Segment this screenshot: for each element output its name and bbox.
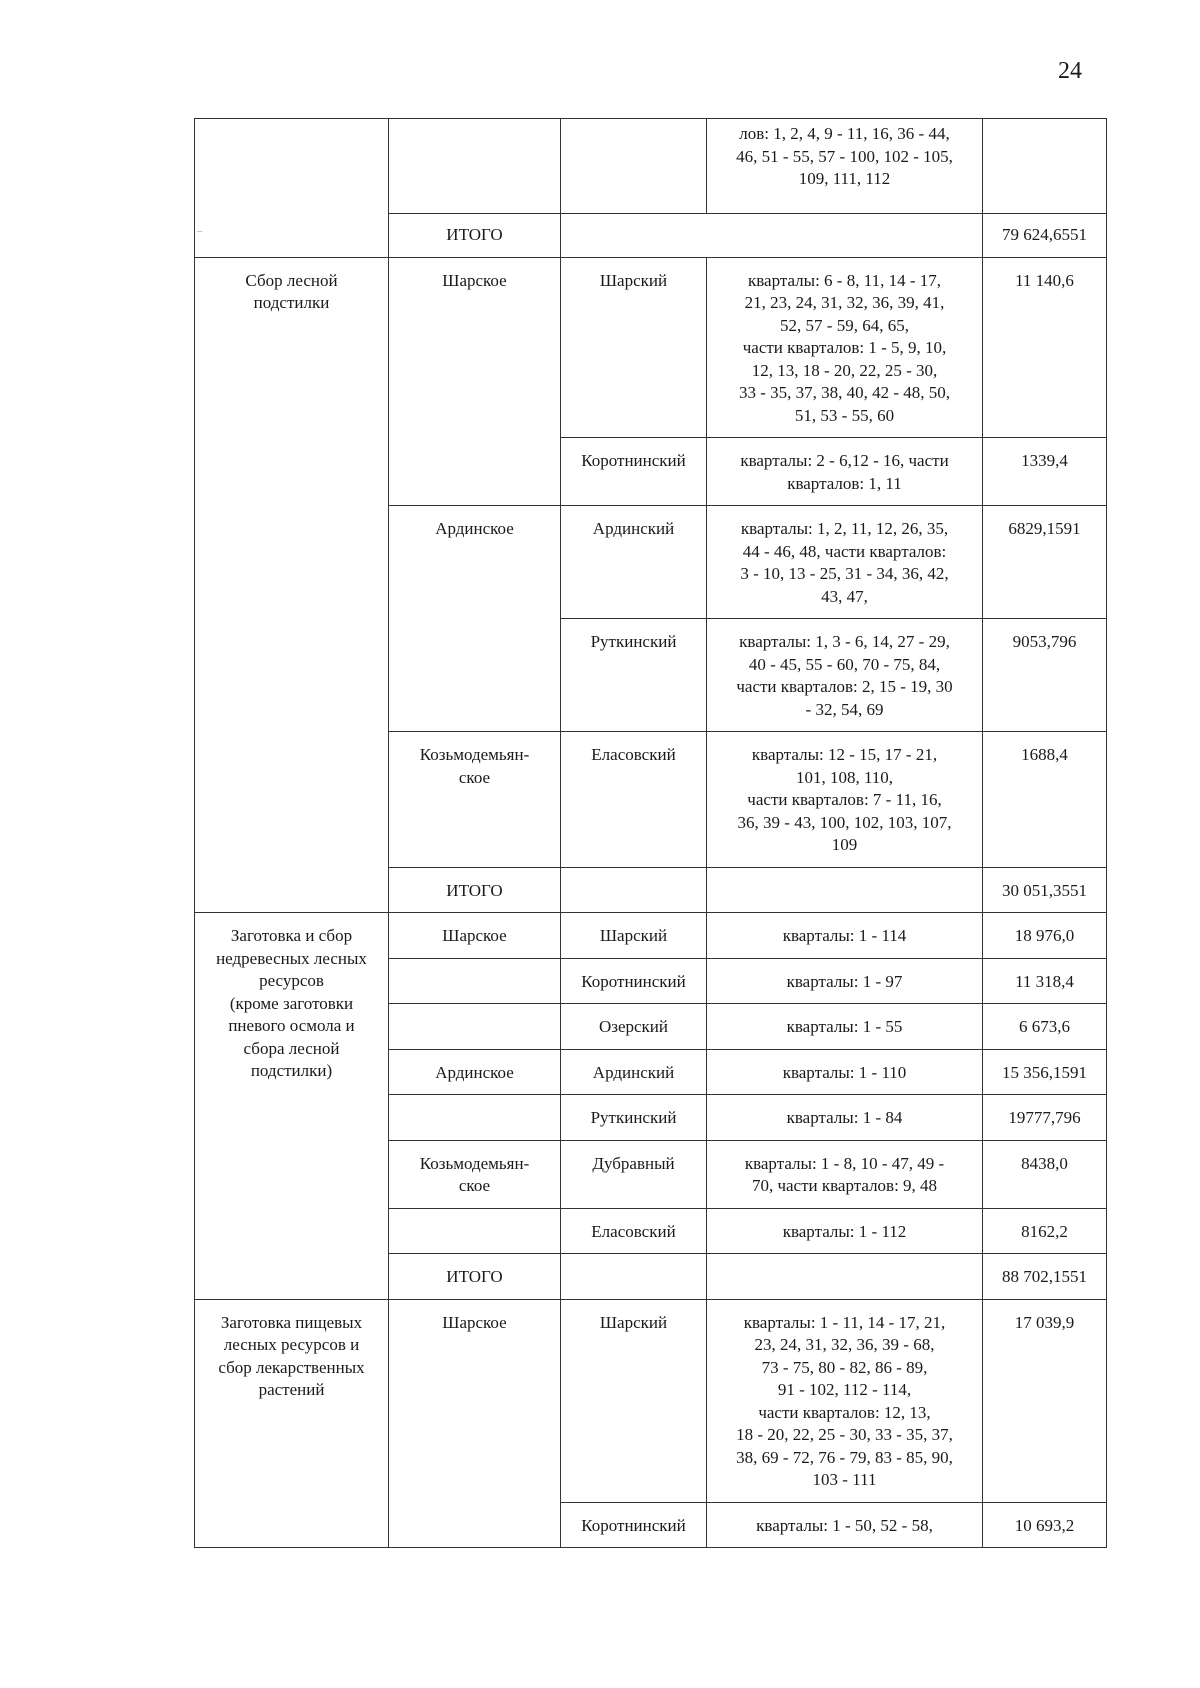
activity-cell: Заготовка пищевых лесных ресурсов и сбор лекарственных растений — [195, 1299, 389, 1548]
table-row — [195, 1299, 1107, 1502]
area-cell: 6829,1591 — [983, 506, 1107, 619]
quarters-cell: кварталы: 2 - 6,12 - 16, части кварталов: 1, 11 — [707, 438, 983, 506]
district-cell: Ардинский — [561, 1049, 707, 1095]
area-cell: 18 976,0 — [983, 913, 1107, 959]
area-cell: 1688,4 — [983, 732, 1107, 868]
cell-empty — [561, 1254, 707, 1300]
district-cell: Коротнинский — [561, 958, 707, 1004]
quarters-cell: кварталы: 1 - 110 — [707, 1049, 983, 1095]
quarters-cell: кварталы: 6 - 8, 11, 14 - 17, 21, 23, 24, 31, 32, 36, 39, 41, 52, 57 - 59, 64, 65, части кварталов: 1 - 5, 9, 10, 12, 13, 18 - 20, 22, 25 - 30, 33 - 35, 37, 38, 40, 42 - 48, 50, 51, 53 - 55, 60 — [707, 257, 983, 438]
quarters-cell: кварталы: 1 - 50, 52 - 58, — [707, 1502, 983, 1548]
area-cell: 8438,0 — [983, 1140, 1107, 1208]
area-cell: 10 693,2 — [983, 1502, 1107, 1548]
forest-use-table — [194, 118, 1107, 1548]
quarters-cell: кварталы: 1 - 97 — [707, 958, 983, 1004]
area-cell: 6 673,6 — [983, 1004, 1107, 1050]
cell-empty — [389, 958, 561, 1004]
forestry-cell: Шарское — [389, 913, 561, 959]
district-cell: Шарский — [561, 257, 707, 438]
forestry-cell: Ардинское — [389, 506, 561, 732]
cell-empty — [389, 1208, 561, 1254]
cell-empty — [707, 867, 983, 913]
quarters-cell: лов: 1, 2, 4, 9 - 11, 16, 36 - 44, 46, 51 - 55, 57 - 100, 102 - 105, 109, 111, 112 — [707, 119, 983, 214]
quarters-cell: кварталы: 1 - 112 — [707, 1208, 983, 1254]
cell-empty — [561, 867, 707, 913]
quarters-cell: кварталы: 12 - 15, 17 - 21, 101, 108, 110, части кварталов: 7 - 11, 16, 36, 39 - 43, 100, 102, 103, 107, 109 — [707, 732, 983, 868]
table-row — [195, 913, 1107, 959]
cell-empty — [389, 1004, 561, 1050]
scan-mark: _ — [197, 222, 202, 233]
area-cell: 8162,2 — [983, 1208, 1107, 1254]
area-cell: 11 140,6 — [983, 257, 1107, 438]
cell-empty — [389, 119, 561, 214]
district-cell: Шарский — [561, 913, 707, 959]
district-cell: Коротнинский — [561, 438, 707, 506]
district-cell: Руткинский — [561, 619, 707, 732]
total-label: ИТОГО — [389, 1254, 561, 1300]
area-cell: 17 039,9 — [983, 1299, 1107, 1502]
district-cell: Шарский — [561, 1299, 707, 1502]
forestry-cell: Козьмодемьян- ское — [389, 1140, 561, 1208]
area-cell: 19777,796 — [983, 1095, 1107, 1141]
district-cell: Дубравный — [561, 1140, 707, 1208]
quarters-cell: кварталы: 1 - 11, 14 - 17, 21, 23, 24, 31, 32, 36, 39 - 68, 73 - 75, 80 - 82, 86 - 89, 91 - 102, 112 - 114, части кварталов: 12, 13, 18 - 20, 22, 25 - 30, 33 - 35, 37, 38, 69 - 72, 76 - 79, 83 - 85, 90, 103 - 111 — [707, 1299, 983, 1502]
area-cell: 9053,796 — [983, 619, 1107, 732]
total-value: 88 702,1551 — [983, 1254, 1107, 1300]
cell-empty — [983, 119, 1107, 214]
total-value: 30 051,3551 — [983, 867, 1107, 913]
cell-empty — [195, 119, 389, 258]
quarters-cell: кварталы: 1 - 114 — [707, 913, 983, 959]
area-cell: 15 356,1591 — [983, 1049, 1107, 1095]
quarters-cell: кварталы: 1 - 8, 10 - 47, 49 - 70, части кварталов: 9, 48 — [707, 1140, 983, 1208]
cell-empty — [561, 119, 707, 214]
quarters-cell: кварталы: 1, 2, 11, 12, 26, 35, 44 - 46, 48, части кварталов: 3 - 10, 13 - 25, 31 - 34, 36, 42, 43, 47, — [707, 506, 983, 619]
quarters-cell: кварталы: 1, 3 - 6, 14, 27 - 29, 40 - 45, 55 - 60, 70 - 75, 84, части кварталов: 2, 15 - 19, 30 - 32, 54, 69 — [707, 619, 983, 732]
district-cell: Коротнинский — [561, 1502, 707, 1548]
district-cell: Озерский — [561, 1004, 707, 1050]
table-row — [195, 257, 1107, 438]
page-number: 24 — [1058, 58, 1082, 84]
total-label: ИТОГО — [389, 867, 561, 913]
total-label: ИТОГО — [389, 214, 561, 258]
area-cell: 1339,4 — [983, 438, 1107, 506]
area-cell: 11 318,4 — [983, 958, 1107, 1004]
cell-empty — [707, 1254, 983, 1300]
forestry-cell: Шарское — [389, 1299, 561, 1548]
quarters-cell: кварталы: 1 - 84 — [707, 1095, 983, 1141]
district-cell: Руткинский — [561, 1095, 707, 1141]
cell-empty — [561, 214, 983, 258]
district-cell: Ардинский — [561, 506, 707, 619]
table-row — [195, 119, 1107, 214]
forestry-cell: Козьмодемьян- ское — [389, 732, 561, 868]
total-value: 79 624,6551 — [983, 214, 1107, 258]
district-cell: Еласовский — [561, 732, 707, 868]
cell-empty — [389, 1095, 561, 1141]
activity-cell: Сбор лесной подстилки — [195, 257, 389, 913]
activity-cell: Заготовка и сбор недревесных лесных ресурсов (кроме заготовки пневого осмола и сбора лесной подстилки) — [195, 913, 389, 1300]
quarters-cell: кварталы: 1 - 55 — [707, 1004, 983, 1050]
forestry-cell: Ардинское — [389, 1049, 561, 1095]
district-cell: Еласовский — [561, 1208, 707, 1254]
forestry-cell: Шарское — [389, 257, 561, 506]
